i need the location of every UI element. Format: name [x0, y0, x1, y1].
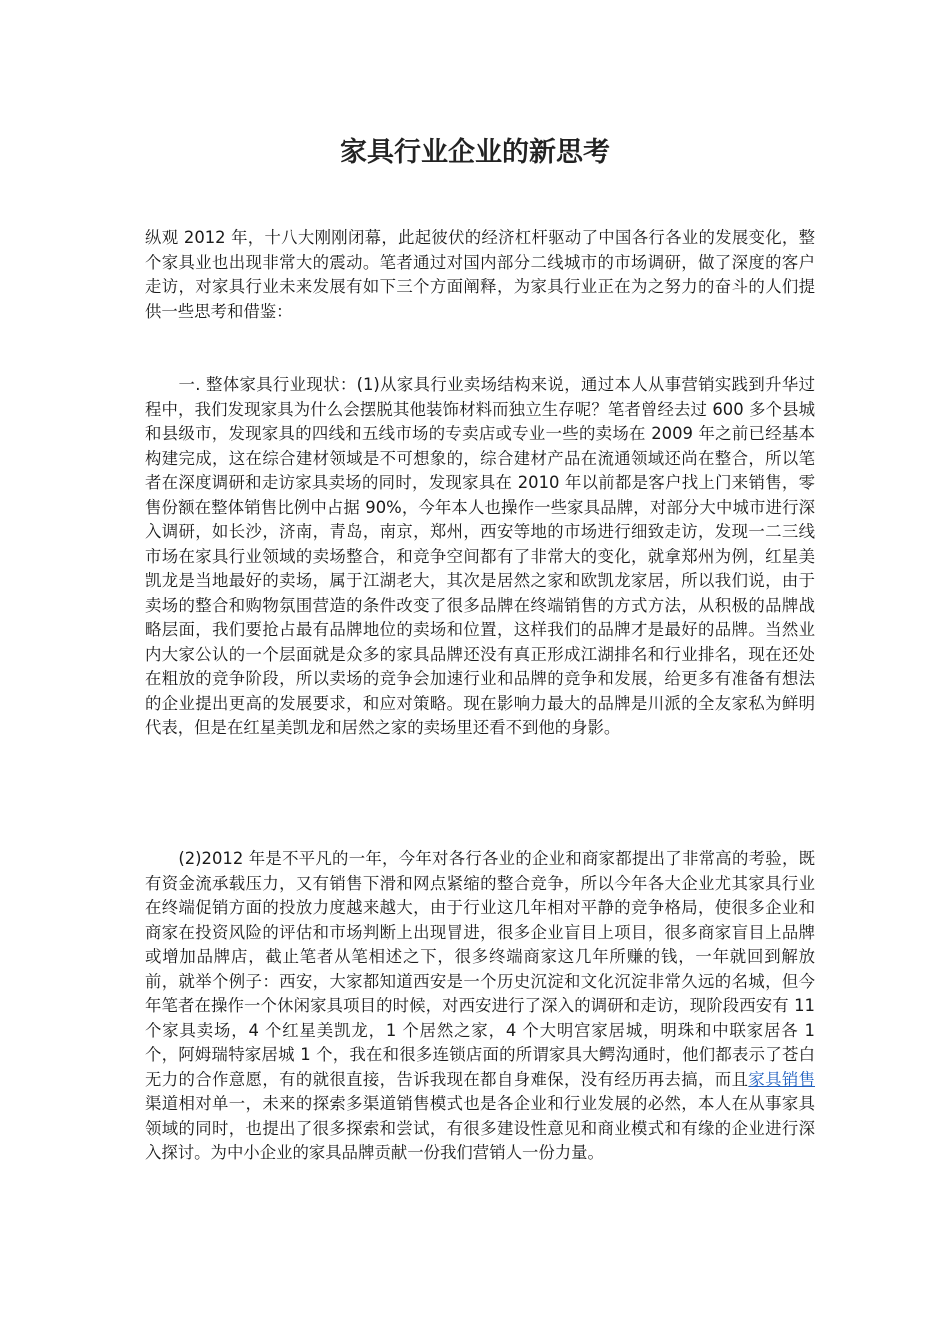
document-title: 家具行业企业的新思考: [340, 137, 610, 168]
intro-paragraph: 纵观 2012 年，十八大刚刚闭幕，此起彼伏的经济杠杆驱动了中国各行各业的发展变化，整个家具业也出现非常大的震动。笔者通过对国内部分二线城市的市场调研，做了深度的客户走访，对家具行业未来发展有如下三个方面阐释，为家具行业正在为之努力的奋斗的人们提供一些思考和借鉴：: [145, 228, 815, 321]
furniture-sales-link[interactable]: 家具销售: [748, 1069, 816, 1089]
section-2-text-after-link: 渠道相对单一，未来的探索多渠道销售模式也是各企业和行业发展的必然，本人在从事家具领域的同时，也提出了很多探索和尝试，有很多建设性意见和商业模式和有缘的企业进行深入探讨。为中小企业的家具品牌贡献一份我们营销人一份力量。: [145, 1094, 815, 1162]
section-2-text-before-link: (2)2012 年是不平凡的一年，今年对各行各业的企业和商家都提出了非常高的考验，既有资金流承载压力，又有销售下滑和网点紧缩的整合竞争，所以今年各大企业尤其家具行业在终端促销方面的投放力度越来越大，由于行业这几年相对平静的竞争格局，使很多企业和商家在投资风险的评估和市场判断上出现冒进，很多企业盲目上项目，很多商家盲目上品牌或增加品牌店，截止笔者从笔相述之下，很多终端商家这几年所赚的钱，一年就回到解放前，就举个例子：西安，大家都知道西安是一个历史沉淀和文化沉淀非常久远的名城，但今年笔者在操作一个休闲家具项目的时候，对西安进行了深入的调研和走访，现阶段西安有 11 个家具卖场，4 个红星美凯龙，1 个居然之家，4 个大明宫家居城，明珠和中联家居各 1 个，阿姆瑞特家居城 1 个，我在和很多连锁店面的所谓家具大鳄沟通时，他们都表示了苍白无力的合作意愿，有的就很直接，告诉我现在都自身难保，没有经历再去搞，而且: [145, 849, 815, 1089]
section-2-paragraph: [145, 847, 815, 1166]
section-1-paragraph: 一. 整体家具行业现状：(1)从家具行业卖场结构来说，通过本人从事营销实践到升华过程中，我们发现家具为什么会摆脱其他装饰材料而独立生存呢？笔者曾经去过 600 多个县城和县级市，发现家具的四线和五线市场的专卖店或专业一些的卖场在 2009 年之前已经基本构建完成，这在综合建材领域是不可想象的，综合建材产品在流通领域还尚在整合，所以笔者在深度调研和走访家具卖场的同时，发现家具在 2010 年以前都是客户找上门来销售，零售份额在整体销售比例中占据 90%，今年本人也操作一些家具品牌，对部分大中城市进行深入调研，如长沙，济南，青岛，南京，郑州，西安等地的市场进行细致走访，发现一二三线市场在家具行业领域的卖场整合，和竞争空间都有了非常大的变化，就拿郑州为例，红星美凯龙是当地最好的卖场，属于江湖老大，其次是居然之家和欧凯龙家居，所以我们说，由于卖场的整合和购物氛围营造的条件改变了很多品牌在终端销售的方式方法，从积极的品牌战略层面，我们要抢占最有品牌地位的卖场和位置，这样我们的品牌才是最好的品牌。当然业内大家公认的一个层面就是众多的家具品牌还没有真正形成江湖排名和行业排名，现在还处在粗放的竞争阶段，所以卖场的竞争会加速行业和品牌的竞争和发展，给更多有准备有想法的企业提出更高的发展要求，和应对策略。现在影响力最大的品牌是川派的全友家私为鲜明代表，但是在红星美凯龙和居然之家的卖场里还看不到他的身影。: [145, 375, 815, 737]
